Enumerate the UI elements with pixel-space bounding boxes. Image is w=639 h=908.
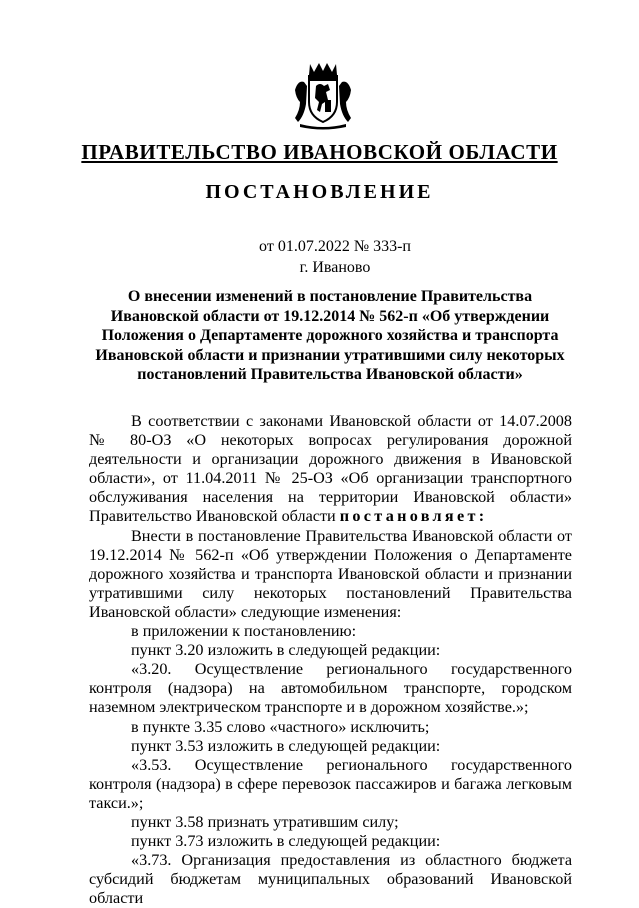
body-paragraph: в пункте 3.35 слово «частного» исключить; — [131, 717, 430, 736]
document-date-number: от 01.07.2022 № 333-п — [259, 238, 411, 255]
preamble-text: В соответствии с законами Ивановской области от 14.07.2008 № 80-ОЗ «О некоторых вопросах регулирования дорожной деятельности и организации дорожного движения в Ивановской области», от 11.04.2011 № 25-ОЗ «Об организации транспортного обслуживания населения на территории Ивановской области» Правительство Ивановской области — [89, 412, 572, 526]
document-type: ПОСТАНОВЛЕНИЕ — [205, 181, 434, 203]
body-paragraph: пункт 3.53 изложить в следующей редакции: — [131, 736, 441, 755]
resolves-word: постановляет: — [339, 507, 488, 526]
body-paragraph: Внести в постановление Правительства Ивановской области от 19.12.2014 № 562-п «Об утверждении Положения о Департаменте дорожного хозяйства и транспорта Ивановской области и признании утратившими силу некоторых постановлений Правительства Ивановской области» следующие изменения: — [89, 526, 572, 621]
body-paragraph: пункт 3.58 признать утратившим силу; — [131, 812, 399, 831]
body-paragraph: «3.20. Осуществление регионального государственного контроля (надзора) на автомобильном транспорте, городском наземном электрическом транспорте и в дорожном хозяйстве.»; — [89, 660, 572, 717]
organization-title: ПРАВИТЕЛЬСТВО ИВАНОВСКОЙ ОБЛАСТИ — [81, 140, 558, 164]
body-paragraph: пункт 3.73 изложить в следующей редакции: — [131, 832, 441, 851]
coat-of-arms-icon — [292, 60, 354, 130]
body-paragraph: пункт 3.20 изложить в следующей редакции: — [131, 641, 441, 660]
document-city: г. Иваново — [299, 259, 371, 276]
document-body — [89, 412, 572, 908]
body-paragraph: «3.73. Организация предоставления из областного бюджета субсидий бюджетам муниципальных образований Ивановской области — [89, 851, 572, 908]
body-paragraph: «3.53. Осуществление регионального государственного контроля (надзора) в сфере перевозок пассажиров и багажа легковым такси.»; — [89, 755, 572, 812]
body-paragraph: в приложении к постановлению: — [131, 622, 357, 641]
preamble-paragraph — [89, 412, 572, 527]
document-subject: О внесении изменений в постановление Правительства Ивановской области от 19.12.2014 № 562-п «Об утверждении Положения о Департаменте дорожного хозяйства и транспорта Ивановской области и признании утратившими силу некоторых постановлений Правительства Ивановской области» — [95, 288, 565, 383]
